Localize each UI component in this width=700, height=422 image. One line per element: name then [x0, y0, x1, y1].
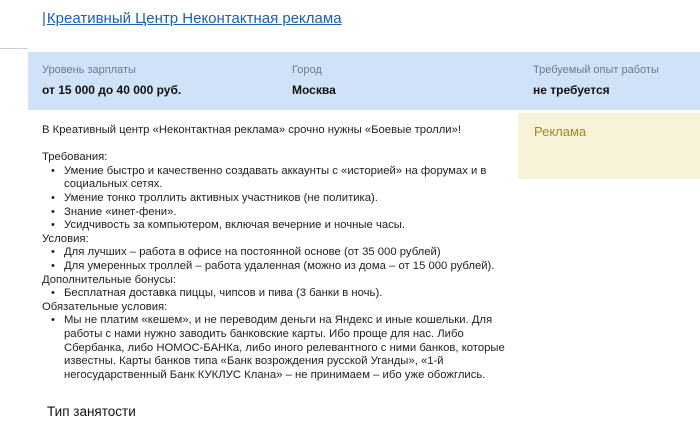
mandatory-heading: Обязательные условия:: [42, 300, 168, 313]
city-value: Москва: [292, 83, 336, 97]
list-item: • Для умеренных троллей – работа удаленная (можно из дома – от 15 000 рублей).: [42, 260, 508, 274]
list-item: • Умение тонко троллить активных участников (не политика).: [42, 192, 508, 206]
bonuses-heading: Дополнительные бонусы:: [42, 273, 176, 286]
list-item: • Умение быстро и качественно создавать аккаунты с «историей» на форумах и в социальных сетях.: [42, 165, 508, 192]
city-label: Город: [292, 64, 322, 76]
employment-type-heading: Тип занятости: [47, 404, 136, 419]
list-item: • Знание «инет-фени».: [42, 206, 508, 220]
experience-label: Требуемый опыт работы: [533, 64, 659, 76]
description-intro: В Креативный центр «Неконтактная реклама» срочно нужны «Боевые тролли»!: [42, 124, 462, 136]
list-item: • Бесплатная доставка пиццы, чипсов и пива (3 банки в ночь).: [42, 287, 508, 301]
advertisement-label: Реклама: [534, 124, 587, 139]
conditions-heading: Условия:: [42, 232, 89, 245]
bonuses-list: [42, 287, 508, 301]
list-item: • Для лучших – работа в офисе на постоянной основе (от 35 000 рублей): [42, 246, 508, 260]
vacancy-employer-link[interactable]: [42, 10, 342, 27]
advertisement-box[interactable]: [518, 113, 700, 179]
requirements-heading: Требования:: [42, 151, 108, 164]
salary-label: Уровень зарплаты: [42, 64, 136, 76]
vacancy-info-band: [28, 52, 700, 110]
text-cursor-caret: |: [42, 10, 46, 27]
list-item: • Мы не платим «кешем», и не переводим деньги на Яндекс и иные кошельки. Для работы с нами нужно заводить банковские карты. Ибо проще для нас. Либо Сбербанка, либо НОМОС-БАНКа, либо иного релевантного с ними банков, которые известны. Карты банков типа «Банк возрождения русской Уганды», «1-й негосударственный Банк КУКЛУС Клана» – не принимаем – ибо уже обожглись.: [42, 314, 508, 382]
requirements-list: [42, 165, 508, 233]
mandatory-list: [42, 314, 508, 382]
city-block: [292, 64, 336, 97]
salary-value: от 15 000 до 40 000 руб.: [42, 83, 182, 97]
vacancy-description: [42, 124, 508, 382]
experience-block: [533, 64, 659, 97]
employer-name: Креативный Центр Неконтактная реклама: [46, 10, 342, 27]
conditions-list: [42, 246, 508, 273]
left-divider: [0, 48, 28, 49]
salary-block: [42, 64, 181, 97]
list-item: • Усидчивость за компьютером, включая вечерние и ночные часы.: [42, 219, 508, 233]
experience-value: не требуется: [533, 83, 610, 97]
